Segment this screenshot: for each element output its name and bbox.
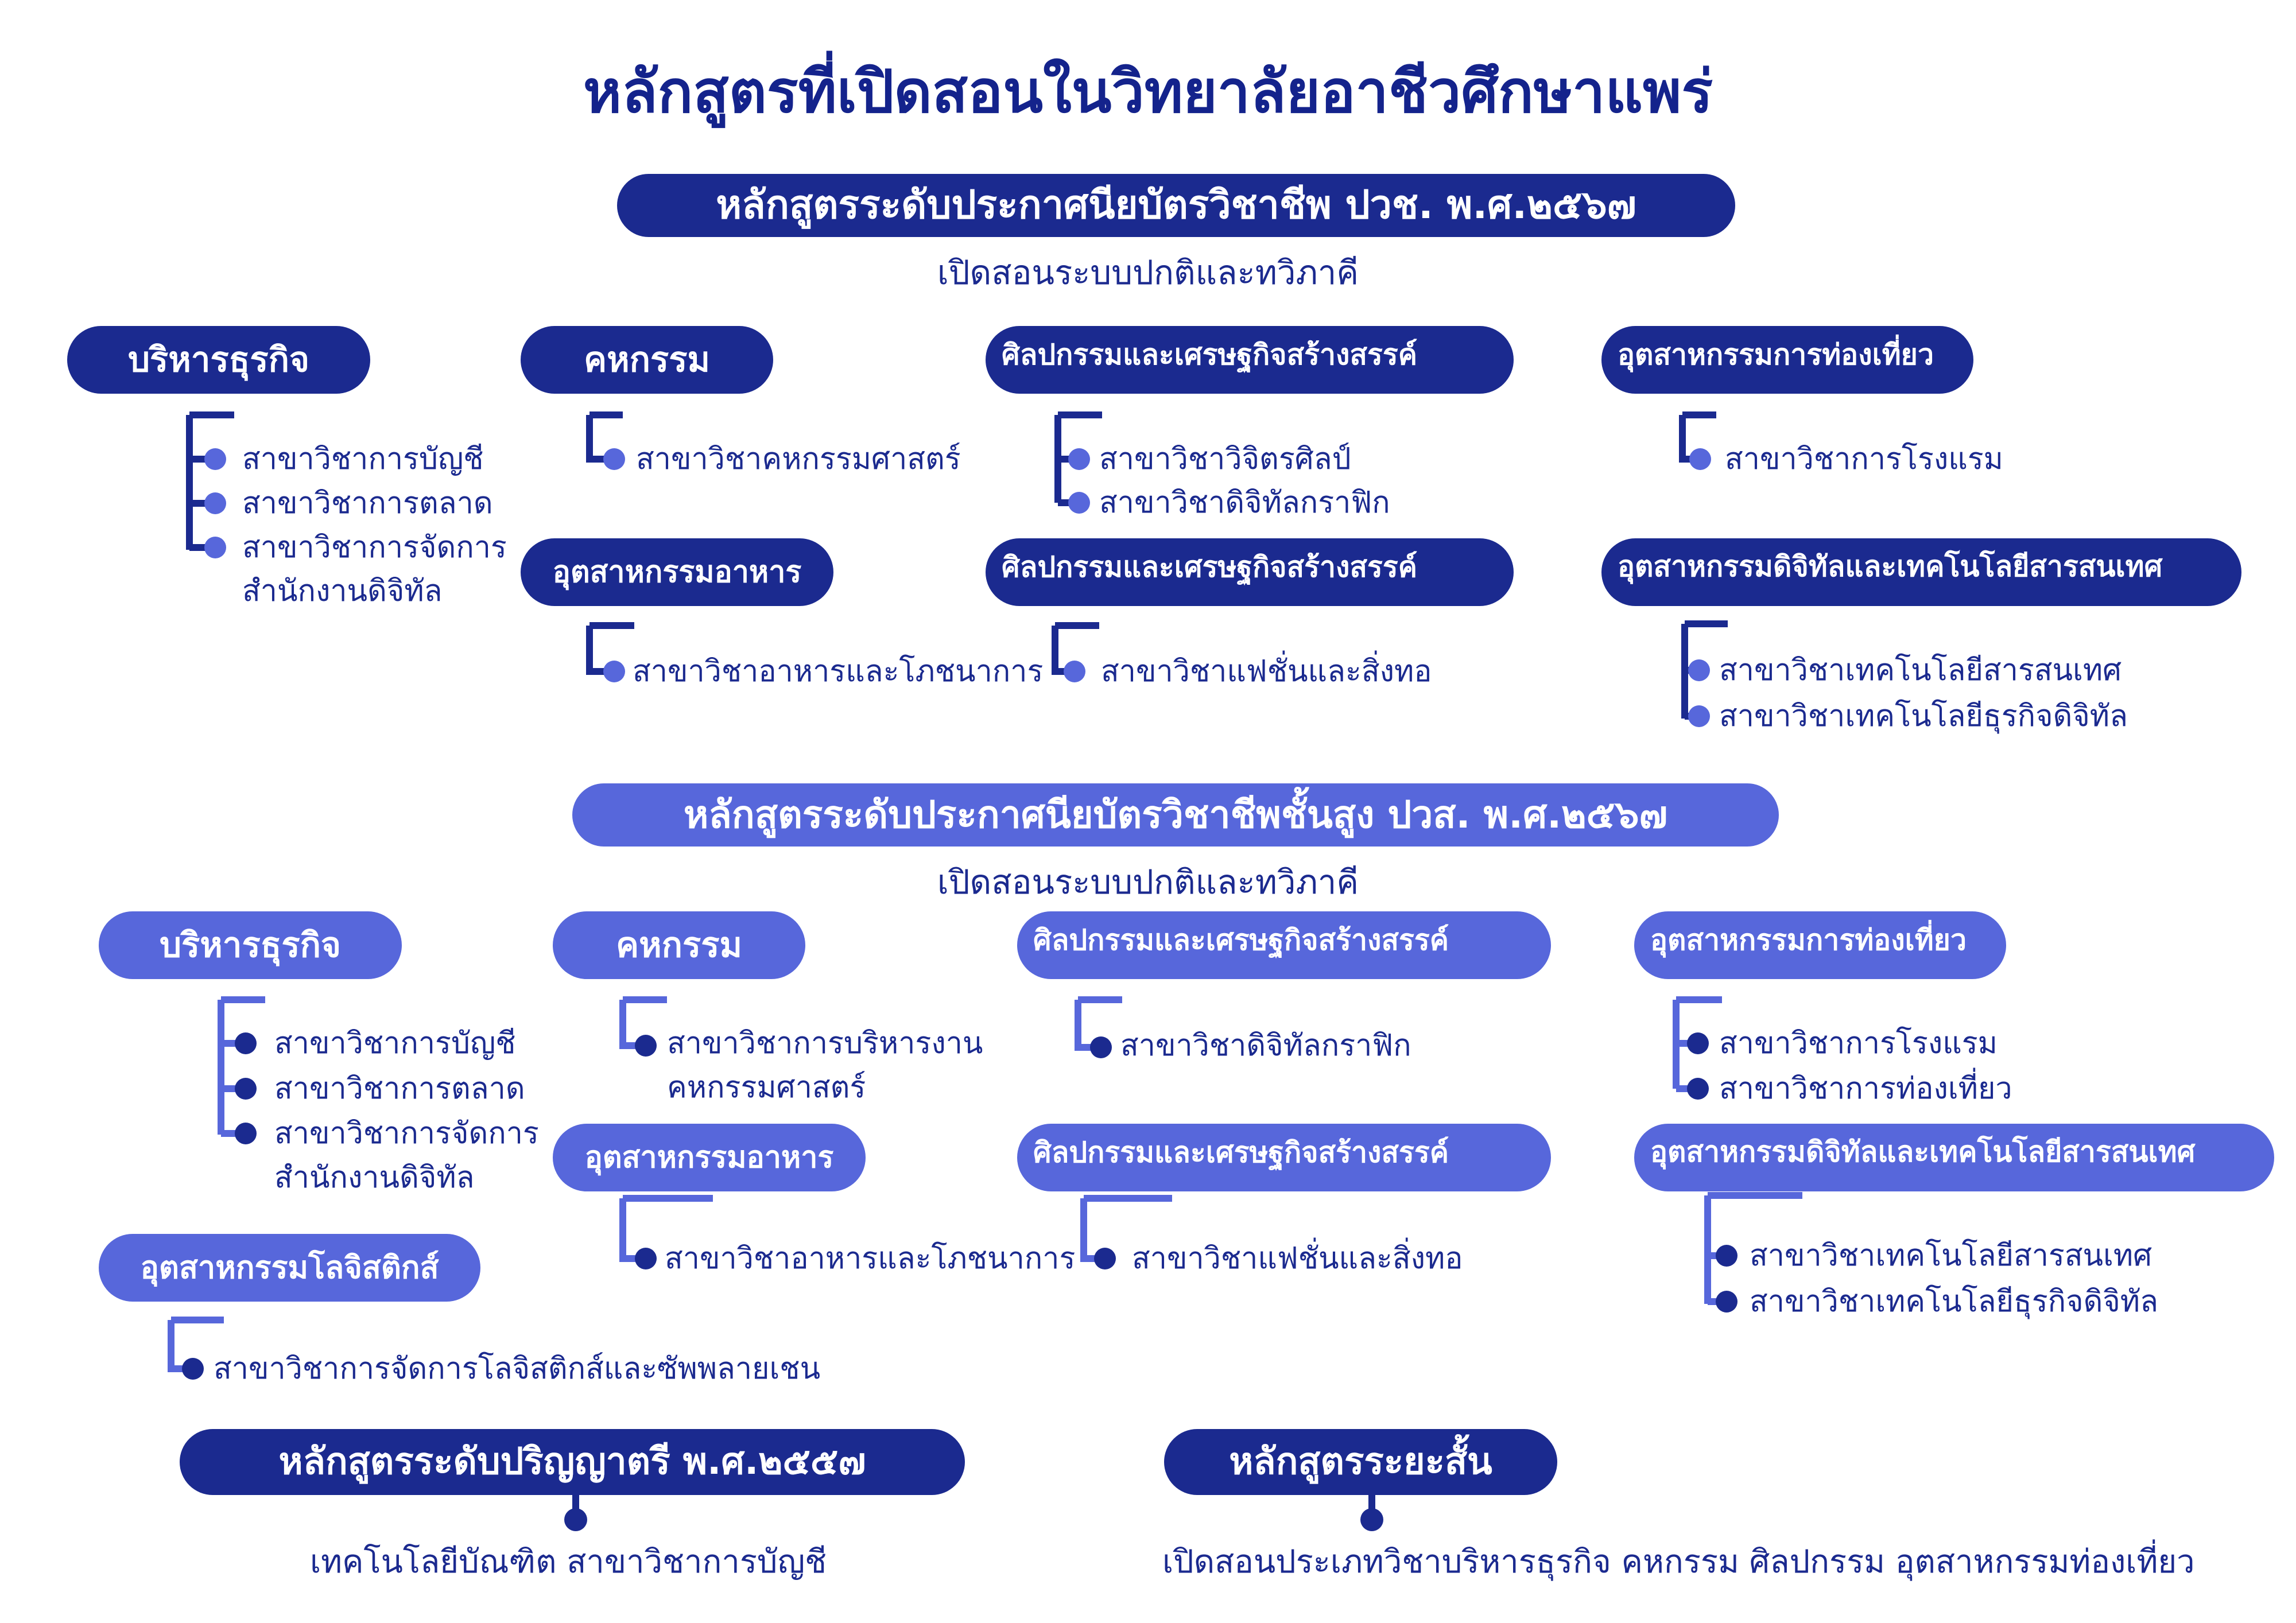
- pvc-item-it: สาขาวิชาเทคโนโลยีสารสนเทศ: [1719, 653, 2122, 688]
- pvc-item-fashion: สาขาวิชาแฟชั่นและสิ่งทอ: [1101, 654, 1432, 689]
- pvs-item-home-admin: สาขาวิชาการบริหารงาน: [667, 1026, 983, 1061]
- pvs-item-tourism: สาขาวิชาการท่องเที่ยว: [1719, 1071, 2012, 1106]
- pvc-group-food: อุตสาหกรรมอาหาร: [521, 538, 833, 606]
- pvc-item-hotel: สาขาวิชาการโรงแรม: [1725, 442, 2003, 476]
- pvc-item-digital-graphic: สาขาวิชาดิจิทัลกราฟิก: [1099, 486, 1390, 520]
- pvc-item-home-economics: สาขาวิชาคหกรรมศาสตร์: [636, 442, 961, 476]
- pvc-group-arts: ศิลปกรรมและเศรษฐกิจสร้างสรรค์: [986, 326, 1514, 394]
- pvs-group-food: อุตสาหกรรมอาหาร: [553, 1124, 866, 1191]
- short-course-text: เปิดสอนประเภทวิชาบริหารธุรกิจ คหกรรม ศิลปกรรม อุตสาหกรรมท่องเที่ยว: [1162, 1543, 2195, 1581]
- page-title: หลักสูตรที่เปิดสอนในวิทยาลัยอาชีวศึกษาแพร่: [583, 58, 1713, 126]
- pvs-group-business: บริหารธุรกิจ: [99, 911, 402, 979]
- pvc-banner: หลักสูตรระดับประกาศนียบัตรวิชาชีพ ปวช. พ.ศ.๒๕๖๗: [617, 174, 1735, 237]
- pvs-item-accounting: สาขาวิชาการบัญชี: [274, 1026, 516, 1061]
- pvc-group-home-economics: คหกรรม: [521, 326, 773, 394]
- bachelor-text: เทคโนโลยีบัณฑิต สาขาวิชาการบัญชี: [310, 1543, 827, 1581]
- pvc-group-digital: อุตสาหกรรมดิจิทัลและเทคโนโลยีสารสนเทศ: [1601, 538, 2241, 606]
- pvs-group-arts: ศิลปกรรมและเศรษฐกิจสร้างสรรค์: [1017, 911, 1551, 979]
- pvs-item-digital-graphic: สาขาวิชาดิจิทัลกราฟิก: [1120, 1028, 1411, 1063]
- pvs-item-hotel: สาขาวิชาการโรงแรม: [1719, 1026, 1998, 1061]
- short-course-banner: หลักสูตรระยะสั้น: [1164, 1429, 1557, 1495]
- pvs-item-management: สาขาวิชาการจัดการ: [274, 1116, 539, 1151]
- pvs-item-marketing: สาขาวิชาการตลาด: [274, 1071, 525, 1106]
- pvc-item-marketing: สาขาวิชาการตลาด: [242, 486, 493, 521]
- pvc-group-tourism: อุตสาหกรรมการท่องเที่ยว: [1601, 326, 1973, 394]
- pvc-item-accounting: สาขาวิชาการบัญชี: [242, 442, 484, 476]
- pvs-item-it: สาขาวิชาเทคโนโลยีสารสนเทศ: [1750, 1238, 2152, 1273]
- pvc-group-business: บริหารธุรกิจ: [67, 326, 370, 394]
- pvs-item-digital-office: สำนักงานดิจิทัล: [274, 1160, 475, 1195]
- pvs-item-logistics: สาขาวิชาการจัดการโลจิสติกส์และซัพพลายเชน: [214, 1352, 821, 1386]
- pvs-group-tourism: อุตสาหกรรมการท่องเที่ยว: [1634, 911, 2006, 979]
- pvs-banner: หลักสูตรระดับประกาศนียบัตรวิชาชีพชั้นสูง ปวส. พ.ศ.๒๕๖๗: [572, 783, 1779, 847]
- pvc-item-fine-arts: สาขาวิชาวิจิตรศิลป์: [1099, 442, 1351, 476]
- pvs-item-food-nutrition: สาขาวิชาอาหารและโภชนาการ: [665, 1241, 1076, 1276]
- pvs-group-digital: อุตสาหกรรมดิจิทัลและเทคโนโลยีสารสนเทศ: [1634, 1124, 2274, 1191]
- pvc-item-management: สาขาวิชาการจัดการ: [242, 530, 507, 565]
- pvc-item-digital-business: สาขาวิชาเทคโนโลยีธุรกิจดิจิทัล: [1719, 699, 2128, 733]
- pvc-item-digital-office: สำนักงานดิจิทัล: [242, 574, 443, 608]
- pvc-item-food-nutrition: สาขาวิชาอาหารและโภชนาการ: [633, 654, 1044, 689]
- pvs-item-fashion: สาขาวิชาแฟชั่นและสิ่งทอ: [1132, 1241, 1463, 1276]
- pvs-group-home-economics: คหกรรม: [553, 911, 805, 979]
- pvc-group-arts-2: ศิลปกรรมและเศรษฐกิจสร้างสรรค์: [986, 538, 1514, 606]
- bachelor-banner: หลักสูตรระดับปริญญาตรี พ.ศ.๒๕๕๗: [180, 1429, 965, 1495]
- pvs-group-arts-2: ศิลปกรรมและเศรษฐกิจสร้างสรรค์: [1017, 1124, 1551, 1191]
- pvs-group-logistics: อุตสาหกรรมโลจิสติกส์: [99, 1234, 480, 1302]
- pvc-subtitle: เปิดสอนระบบปกติและทวิภาคี: [937, 253, 1359, 292]
- pvs-item-home-economics: คหกรรมศาสตร์: [667, 1070, 866, 1105]
- pvs-subtitle: เปิดสอนระบบปกติและทวิภาคี: [937, 863, 1359, 902]
- pvs-item-digital-business: สาขาวิชาเทคโนโลยีธุรกิจดิจิทัล: [1750, 1284, 2158, 1319]
